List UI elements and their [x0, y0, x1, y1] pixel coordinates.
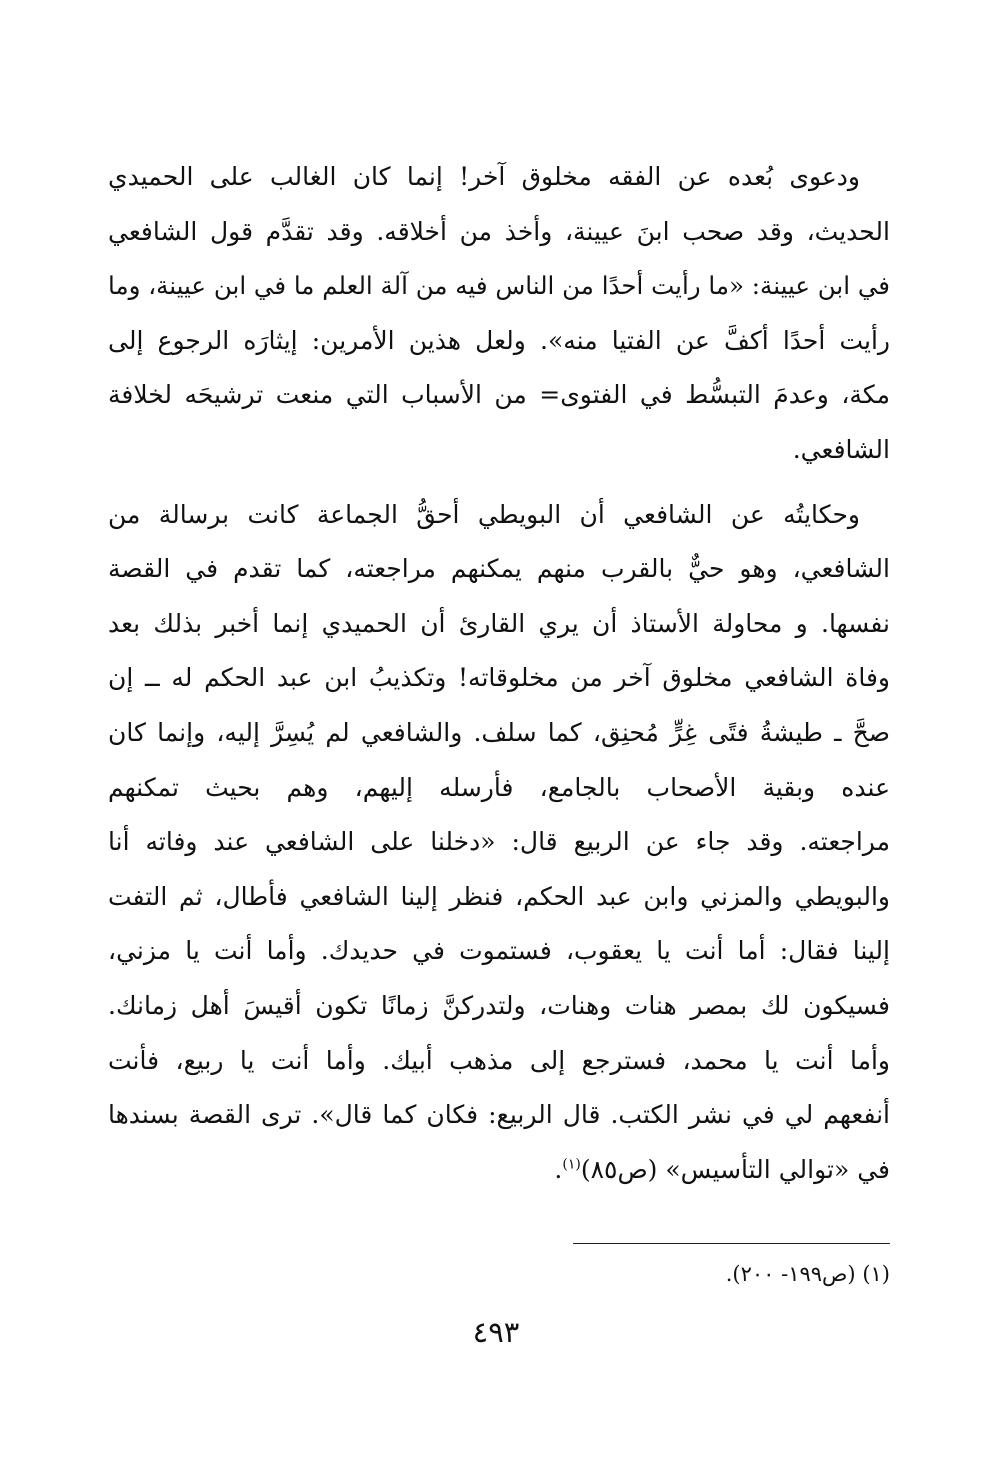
text-line: وحكايتُه عن الشافعي أن البويطي أحقُّ الجماعة كانت برسالة من — [108, 499, 860, 529]
text-line: نفسها. و محاولة الأستاذ أن يري القارئ أن الحميدي إنما أخبر بذلك بعد — [108, 608, 890, 638]
main-text — [108, 150, 890, 1197]
page-number: ٤٩٣ — [472, 1315, 520, 1349]
text-line: إلينا فقال: أما أنت يا يعقوب، فستموت في حديدك. وأما أنت يا مزني، — [108, 936, 890, 966]
text-line: ودعوى بُعده عن الفقه مخلوق آخر! إنما كان الغالب على الحميدي — [108, 162, 860, 191]
text-line: الشافعي. — [792, 434, 890, 464]
text-line: صحَّ ـ طيشةُ فتًى غِرٍّ مُحنِق، كما سلف. والشافعي لم يُسِرَّ إليه، وإنما كان — [108, 717, 890, 747]
text-line: والبويطي والمزني وابن عبد الحكم، فنظر إلينا الشافعي فأطال، ثم التفت — [108, 881, 890, 911]
footnote — [420, 1254, 890, 1294]
text-line: الشافعي، وهو حيٌّ بالقرب منهم يمكنهم مراجعته، كما تقدم في القصة — [108, 554, 890, 584]
text-line: رأيت أحدًا أكفَّ عن الفتيا منه». ولعل هذين الأمرين: إيثارَه الرجوع إلى — [108, 325, 890, 355]
text-line: في ابن عيينة: «ما رأيت أحدًا من الناس فيه من آلة العلم ما في ابن عيينة، وما — [108, 271, 890, 301]
text-line: أنفعهم لي في نشر الكتب. قال الربيع: فكان كما قال». ترى القصة بسندها — [108, 1100, 890, 1130]
footnote-reference[interactable]: (١) — [562, 1156, 581, 1173]
text-line: عنده وبقية الأصحاب بالجامع، فأرسله إليهم، وهم بحيث تمكنهم — [108, 772, 890, 802]
sentence-end-mark: . — [554, 1154, 563, 1184]
text-line: الحديث، وقد صحب ابنَ عيينة، وأخذ من أخلاقه. وقد تقدَّم قول الشافعي — [108, 216, 890, 246]
text-line-last — [108, 1143, 890, 1198]
text-line: فسيكون لك بمصر هنات وهنات، ولتدركنَّ زمانًا تكون أقيسَ أهل زمانك. — [108, 990, 890, 1020]
paragraph-1 — [108, 150, 890, 478]
text-line: مكة، وعدمَ التبسُّط في الفتوى= من الأسباب التي منعت ترشيحَه لخلافة — [108, 380, 890, 410]
footnote-text: (ص١٩٩- ٢٠٠). — [725, 1262, 856, 1286]
text-line: مراجعته. وقد جاء عن الربيع قال: «دخلنا على الشافعي عند وفاته أنا — [108, 827, 890, 857]
text-line-body: في «توالي التأسيس» (ص٨٥) — [580, 1154, 890, 1184]
footnote-separator — [573, 1243, 890, 1244]
paragraph-2 — [108, 488, 890, 1198]
footnote-marker: (١) — [862, 1262, 890, 1286]
text-line: وفاة الشافعي مخلوق آخر من مخلوقاته! وتكذيبُ ابن عبد الحكم له ــ إن — [108, 663, 890, 693]
text-line: وأما أنت يا محمد، فسترجع إلى مذهب أبيك. وأما أنت يا ربيع، فأنت — [108, 1045, 890, 1075]
